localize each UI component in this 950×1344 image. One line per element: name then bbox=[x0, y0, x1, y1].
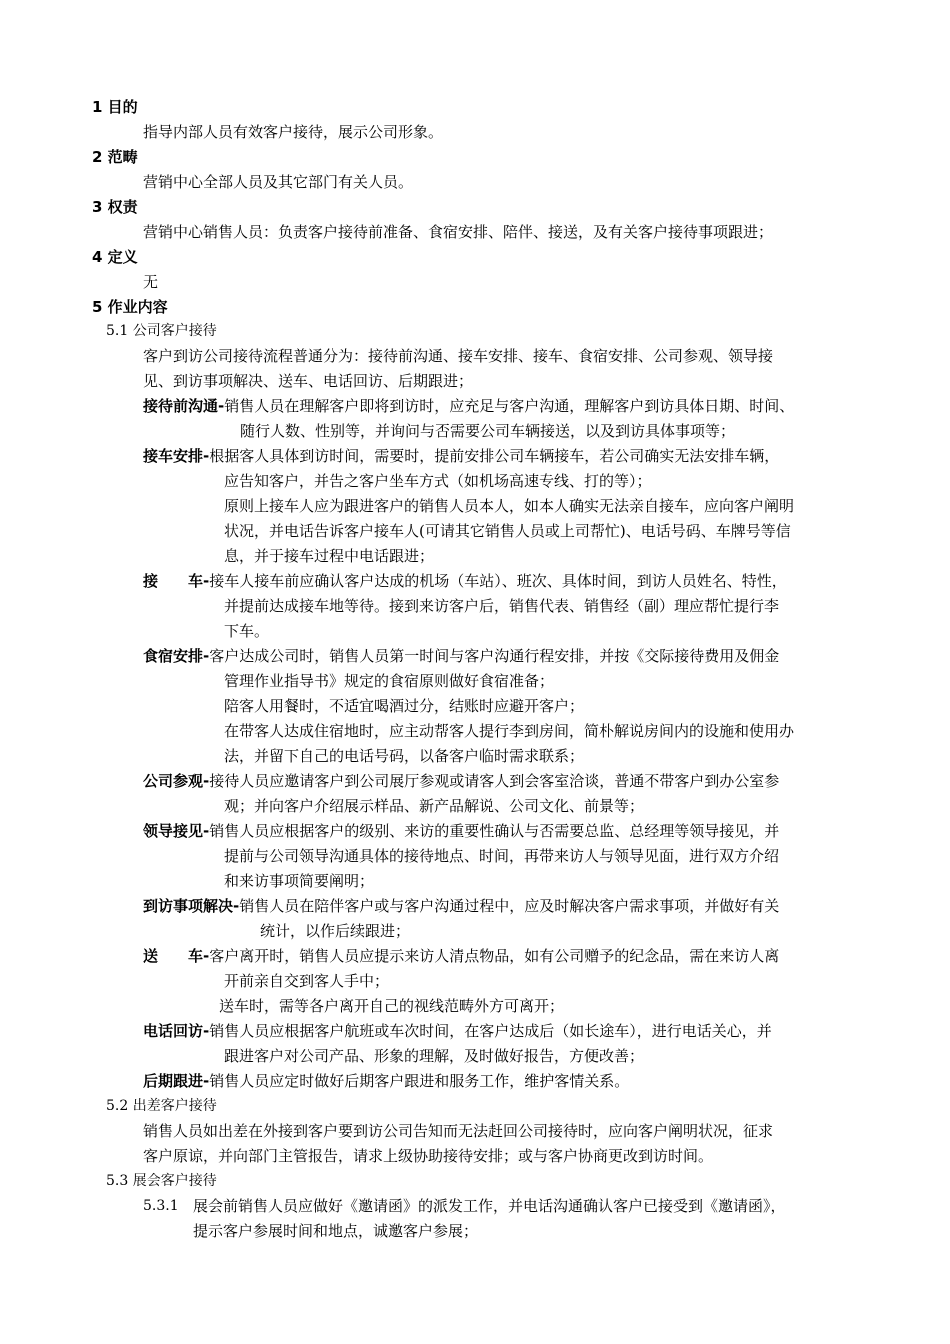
item-line: 在带客人达成住宿地时，应主动帮客人提行李到房间，简朴解说房间内的设施和使用办 bbox=[224, 722, 795, 740]
item-later-followup: 后期跟进-销售人员应定时做好后期客户跟进和服务工作，维护客情关系。 bbox=[143, 1072, 630, 1090]
section-3-body: 营销中心销售人员：负责客户接待前准备、食宿安排、陪伴、接送，及有关客户接待事项跟进； bbox=[143, 223, 774, 241]
item-send-off: 送 车-客户离开时，销售人员应提示来访人清点物品，如有公司赠予的纪念品，需在来访人离 bbox=[143, 947, 780, 965]
item-pickup: 接 车-接车人接车前应确认客户达成的机场（车站）、班次、具体时间，到访人员姓名、特性， bbox=[143, 572, 787, 590]
item-phone-followup: 电话回访-销售人员应根据客户航班或车次时间，在客户达成后（如长途车），进行电话关心，并 bbox=[143, 1022, 772, 1040]
section-3-heading: 3 权责 bbox=[92, 198, 138, 216]
section-2-heading: 2 范畴 bbox=[92, 148, 138, 166]
section-5-3-heading: 5.3 展会客户接待 bbox=[106, 1173, 217, 1189]
intro-line: 客户到访公司接待流程普通分为：接待前沟通、接车安排、接车、食宿安排、公司参观、领导接 bbox=[143, 347, 774, 365]
item-line: 息，并于接车过程中电话跟进； bbox=[224, 547, 435, 565]
item-company-visit: 公司参观-接待人员应邀请客户到公司展厅参观或请客人到会客室洽谈，普通不带客户到办公室参 bbox=[143, 772, 780, 790]
item-term: 公司参观- bbox=[143, 772, 210, 790]
item-term: 接车安排- bbox=[143, 447, 210, 465]
item-term: 接待前沟通- bbox=[143, 397, 225, 415]
item-line: 观；并向客户介绍展示样品、新产品解说、公司文化、前景等； bbox=[224, 797, 645, 815]
item-term: 到访事项解决- bbox=[143, 897, 240, 915]
item-term: 送 车- bbox=[143, 947, 210, 965]
intro-line: 见、到访事项解决、送车、电话回访、后期跟进； bbox=[143, 372, 474, 390]
section-1-body: 指导内部人员有效客户接待，展示公司形象。 bbox=[143, 123, 444, 141]
section-1-heading: 1 目的 bbox=[92, 98, 138, 116]
item-line: 原则上接车人应为跟进客户的销售人员本人，如本人确实无法亲自接车，应向客户阐明 bbox=[224, 497, 795, 515]
item-pickup-arrangement: 接车安排-根据客人具体到访时间，需要时，提前安排公司车辆接车，若公司确实无法安排车辆， bbox=[143, 447, 780, 465]
item-term: 领导接见- bbox=[143, 822, 210, 840]
item-term: 后期跟进- bbox=[143, 1072, 210, 1090]
item-line: 法，并留下自己的电话号码，以备客户临时需求联系； bbox=[224, 747, 585, 765]
item-line: 随行人数、性别等，并询问与否需要公司车辆接送，以及到访具体事项等； bbox=[240, 422, 736, 440]
item-line: 跟进客户对公司产品、形象的理解，及时做好报告，方便改善； bbox=[224, 1047, 645, 1065]
section-4-body: 无 bbox=[143, 273, 159, 291]
item-term: 食宿安排- bbox=[143, 647, 210, 665]
section-5-3-1-line: 展会前销售人员应做好《邀请函》的派发工作，并电话沟通确认客户已接受到《邀请函》， bbox=[193, 1197, 786, 1215]
section-5-3-1-line: 提示客户参展时间和地点，诚邀客户参展； bbox=[193, 1222, 479, 1240]
section-5-2-heading: 5.2 出差客户接待 bbox=[106, 1098, 217, 1114]
item-accommodation: 食宿安排-客户达成公司时，销售人员第一时间与客户沟通行程安排，并按《交际接待费用及佣金 bbox=[143, 647, 780, 665]
section-5-2-line: 销售人员如出差在外接到客户要到访公司告知而无法赶回公司接待时，应向客户阐明状况，征求 bbox=[143, 1122, 774, 1140]
section-5-2-line: 客户原谅，并向部门主管报告，请求上级协助接待安排；或与客户协商更改到访时间。 bbox=[143, 1147, 714, 1165]
item-line: 陪客人用餐时，不适宜喝酒过分，结账时应避开客户； bbox=[224, 697, 585, 715]
item-line: 和来访事项简要阐明； bbox=[224, 872, 375, 890]
item-line: 状况，并电话告诉客户接车人(可请其它销售人员或上司帮忙)、电话号码、车牌号等信 bbox=[224, 522, 791, 540]
item-term: 接 车- bbox=[143, 572, 210, 590]
item-reception-prep: 接待前沟通-销售人员在理解客户即将到访时，应充足与客户沟通，理解客户到访具体日期、时间、 bbox=[143, 397, 795, 415]
item-term: 电话回访- bbox=[143, 1022, 210, 1040]
item-line: 下车。 bbox=[224, 622, 270, 640]
item-line: 应告知客户，并告之客户坐车方式（如机场高速专线、打的等）； bbox=[224, 472, 652, 490]
item-line: 送车时，需等各户离开自己的视线范畴外方可离开； bbox=[219, 997, 565, 1015]
section-4-heading: 4 定义 bbox=[92, 248, 138, 266]
item-line: 管理作业指导书》规定的食宿原则做好食宿准备； bbox=[224, 672, 555, 690]
item-line: 提前与公司领导沟通具体的接待地点、时间，再带来访人与领导见面，进行双方介绍 bbox=[224, 847, 780, 865]
section-5-3-1-number: 5.3.1 bbox=[143, 1198, 179, 1214]
section-2-body: 营销中心全部人员及其它部门有关人员。 bbox=[143, 173, 414, 191]
section-5-heading: 5 作业内容 bbox=[92, 298, 168, 316]
item-line: 并提前达成接车地等待。接到来访客户后，销售代表、销售经（副）理应帮忙提行李 bbox=[224, 597, 780, 615]
item-leader-meeting: 领导接见-销售人员应根据客户的级别、来访的重要性确认与否需要总监、总经理等领导接见，并 bbox=[143, 822, 780, 840]
item-line: 统计，以作后续跟进； bbox=[260, 922, 411, 940]
section-5-1-heading: 5.1 公司客户接待 bbox=[106, 323, 217, 339]
item-line: 开前亲自交到客人手中； bbox=[224, 972, 390, 990]
item-visit-matters: 到访事项解决-销售人员在陪伴客户或与客户沟通过程中，应及时解决客户需求事项，并做好有关 bbox=[143, 897, 780, 915]
